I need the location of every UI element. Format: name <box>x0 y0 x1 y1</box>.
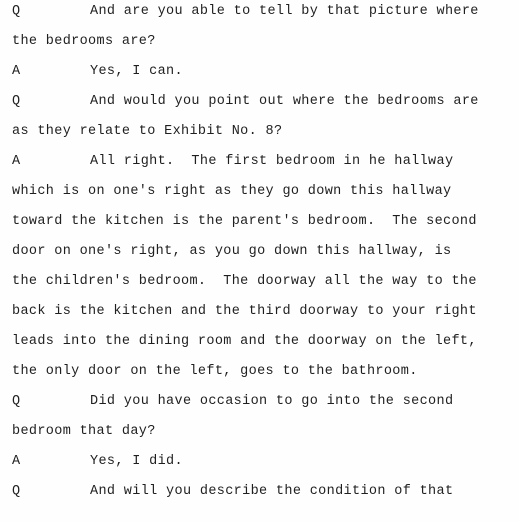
line-text: door on one's right, as you go down this hallway, is <box>12 244 452 259</box>
line-text: the only door on the left, goes to the bathroom. <box>12 364 418 379</box>
transcript-line <box>12 62 183 82</box>
speaker-marker: A <box>12 454 21 469</box>
speaker-marker: A <box>12 64 21 79</box>
speaker-marker: A <box>12 154 21 169</box>
speaker-marker: Q <box>12 484 21 499</box>
transcript-line <box>12 392 453 412</box>
line-text: Yes, I did. <box>90 454 183 469</box>
speaker-marker: Q <box>12 94 21 109</box>
line-text: the children's bedroom. The doorway all the way to the <box>12 274 477 289</box>
transcript-line <box>12 272 477 292</box>
line-text: And are you able to tell by that picture where <box>90 4 479 19</box>
line-text: leads into the dining room and the doorway on the left, <box>12 334 477 349</box>
line-text: as they relate to Exhibit No. 8? <box>12 124 283 139</box>
transcript-line <box>12 422 156 442</box>
line-text: And will you describe the condition of that <box>90 484 454 499</box>
transcript-line <box>12 482 453 502</box>
line-text: Yes, I can. <box>90 64 183 79</box>
transcript-line <box>12 152 453 172</box>
transcript-line <box>12 332 477 352</box>
line-text: back is the kitchen and the third doorway to your right <box>12 304 477 319</box>
transcript-line <box>12 2 479 22</box>
line-text: All right. The first bedroom in he hallway <box>90 154 454 169</box>
line-text: the bedrooms are? <box>12 34 156 49</box>
line-text: And would you point out where the bedrooms are <box>90 94 479 109</box>
line-text: Did you have occasion to go into the second <box>90 394 454 409</box>
line-text: toward the kitchen is the parent's bedroom. The second <box>12 214 477 229</box>
transcript-line <box>12 92 479 112</box>
transcript-line <box>12 302 477 322</box>
transcript-line <box>12 362 418 382</box>
transcript-line <box>12 182 451 202</box>
transcript-line <box>12 452 183 472</box>
transcript-line <box>12 32 156 52</box>
speaker-marker: Q <box>12 394 21 409</box>
line-text: which is on one's right as they go down this hallway <box>12 184 452 199</box>
transcript-line <box>12 122 282 142</box>
transcript-line <box>12 212 477 232</box>
speaker-marker: Q <box>12 4 21 19</box>
transcript-line <box>12 242 451 262</box>
line-text: bedroom that day? <box>12 424 156 439</box>
